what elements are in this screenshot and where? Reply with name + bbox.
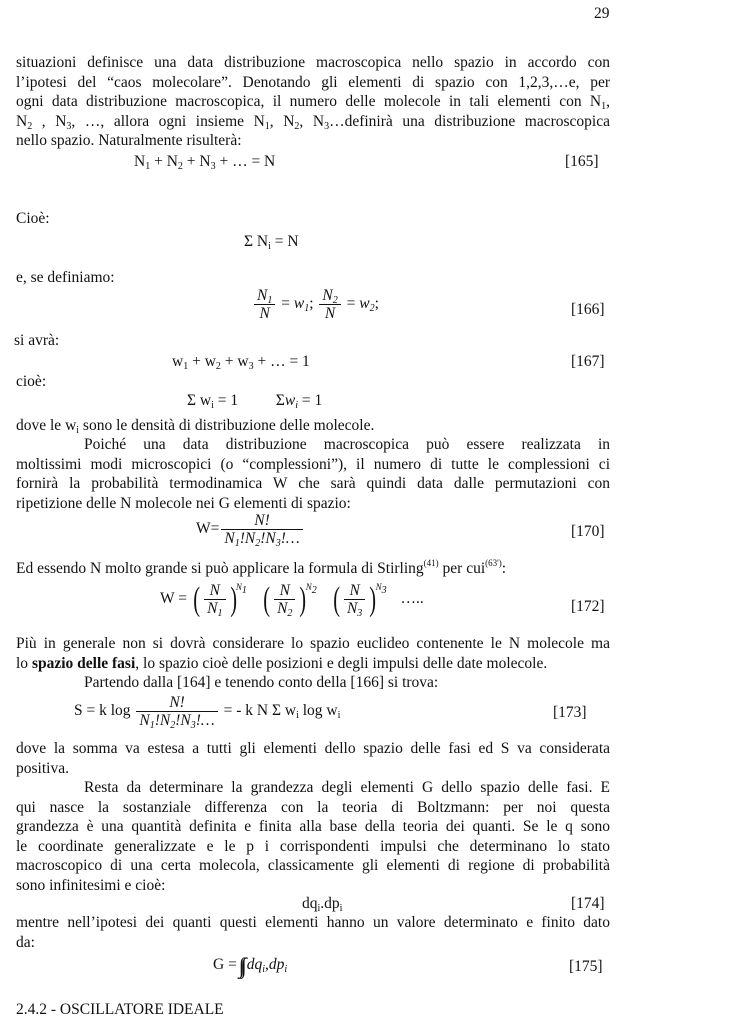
label-si-avra: si avrà: — [14, 332, 60, 349]
equation-166: $\frac{N_1}{N}$ = $w_1$; $\frac{N_2}{N}$ = $w_2$; — [252, 287, 379, 322]
label-se-definiamo: e, se definiamo: — [16, 269, 115, 286]
page-number: 29 — [594, 5, 610, 22]
equation-167: $w_1 + w_2 + w_3$ + … = 1 — [172, 353, 310, 372]
text-line: da: — [16, 933, 35, 951]
text-line: Poiché una data distribuzione macroscopica può essere realizzata in — [84, 436, 610, 453]
text-line: Partendo dalla [164] e tenendo conto della [166] si trova: — [84, 674, 439, 692]
text-line: sono infinitesimi e cioè: — [16, 876, 166, 894]
text-line: qui nasce la sostanziale differenza con la teoria di Boltzmann: per noi questa — [16, 798, 610, 816]
text-line: dove la somma va estesa a tutti gli elementi dello spazio delle fasi ed S va considerata — [16, 740, 610, 757]
text-line: positiva. — [16, 759, 69, 777]
equation-ref-172: [172] — [571, 598, 605, 615]
text-line: grandezza è una quantità definita e finita alla base della teoria dei quanti. Se le q sono — [16, 818, 610, 836]
equation-sum-wi: Σ $w_i = 1$ $\Sigma w_i = 1$ — [187, 392, 323, 411]
equation-ref-170: [170] — [571, 523, 605, 540]
equation-ref-165: [165] — [565, 153, 599, 170]
text-line: Più in generale non si dovrà considerare lo spazio euclideo contenente le N molecole ma — [16, 635, 610, 652]
text-line: fornirà la probabilità termodinamica W che sarà quindi data dalle permutazioni con — [16, 475, 610, 493]
equation-170: W= $\frac{N!}{N_1!N_2!N_3!\dots}$ — [196, 512, 305, 547]
text-dove-wi: dove le $w_i$ sono le densità di distribuzione delle molecole. — [16, 417, 375, 436]
section-heading: 2.4.2 - OSCILLATORE IDEALE — [16, 1001, 224, 1018]
equation-ref-175: [175] — [569, 958, 603, 975]
text-line: ripetizione delle N molecole nei G elementi di spazio: — [16, 494, 351, 512]
text-line: le coordinate generalizzate e le p i corrispondenti impulsi che determinano lo stato — [16, 837, 610, 855]
label-cioe: Cioè: — [16, 210, 50, 227]
equation-ref-167: [167] — [571, 353, 605, 370]
equation-ref-173: [173] — [553, 704, 587, 721]
equation-ref-166: [166] — [571, 301, 605, 318]
equation-165: $N_1 + N_2 + N_3$ + … = N — [134, 153, 276, 172]
equation-172: W = ( $\frac{N}{N_1}$ )$N_1$ ( $\frac{N}{N_2}$ )$N_2$ ( $\frac{N}{N_3}$ )$N_3$ ….. — [160, 580, 424, 619]
text-line: nello spazio. Naturalmente risulterà: — [16, 132, 242, 150]
paragraph-grandezza — [16, 778, 610, 896]
equation-sum-ni: Σ $N_i = N$ — [244, 233, 299, 252]
text-line: moltissimi modi microscopici (o “complessioni”), il numero di tutte le complessioni ci — [16, 455, 610, 473]
label-cioe-2: cioè: — [16, 373, 47, 390]
paragraph-spazio-fasi — [16, 634, 610, 693]
text-line: lo spazio delle fasi, lo spazio cioè delle posizioni e degli impulsi delle date molecole. — [16, 654, 548, 672]
text-line: macroscopico di una certa molecola, classicamente gli elementi di regione di probabilità — [16, 857, 610, 875]
equation-173: S = k log $\frac{N!}{N_1!N_2!N_3!\dots}$ = - k N Σ $w_i$ $\log w_i$ — [74, 694, 341, 731]
text-line: l’ipotesi del “caos molecolare”. Denotando gli elementi di spazio con 1,2,3,…e, per — [16, 73, 610, 91]
paragraph-somma — [16, 739, 610, 778]
text-line: mentre nell’ipotesi dei quanti questi elementi hanno un valore determinato e finito dato — [16, 914, 610, 931]
text-line: ogni data distribuzione macroscopica, il numero delle molecole in tali elementi con $N_1$, — [16, 93, 610, 113]
equation-ref-174: [174] — [571, 895, 605, 912]
text-stirling: Ed essendo N molto grande si può applicare la formula di Stirling$^{(41)}$ per cui$^{(63')}$: — [16, 558, 507, 577]
paragraph-intro — [16, 53, 610, 151]
equation-175: $G = dq_i,dp_i$ — [213, 956, 288, 975]
paragraph-complessioni — [16, 435, 610, 513]
text-line: $N_2$ , $N_3$, …, allora ogni insieme $N_1$, $N_2$, $N_3\dots definirà$ una distribuzione macroscopica — [16, 112, 610, 132]
equation-174: $dq_i.dp_i$ — [302, 895, 343, 914]
text-line: situazioni definisce una data distribuzione macroscopica nello spazio in accordo con — [16, 54, 610, 71]
text-line: Resta da determinare la grandezza degli elementi G dello spazio delle fasi. E — [84, 779, 610, 796]
paragraph-quanti — [16, 913, 610, 952]
